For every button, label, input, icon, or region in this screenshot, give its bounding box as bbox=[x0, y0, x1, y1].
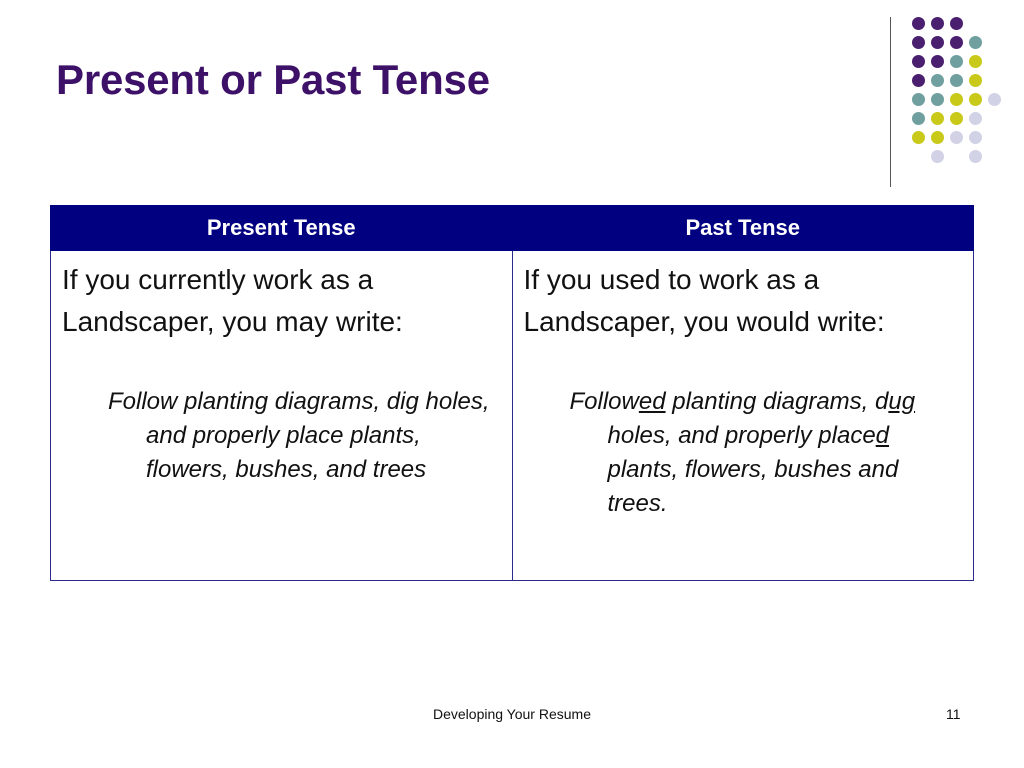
decorative-dot bbox=[931, 150, 944, 163]
decorative-dot bbox=[931, 55, 944, 68]
header-present-tense: Present Tense bbox=[51, 206, 513, 251]
decorative-dot bbox=[950, 112, 963, 125]
decorative-dot bbox=[931, 17, 944, 30]
page-number: 11 bbox=[946, 706, 961, 722]
decorative-dot bbox=[950, 131, 963, 144]
table-row bbox=[51, 251, 974, 581]
decorative-dot bbox=[912, 17, 925, 30]
decorative-dot bbox=[969, 55, 982, 68]
decorative-dot bbox=[931, 131, 944, 144]
decorative-dot bbox=[969, 112, 982, 125]
present-intro-text: If you currently work as a Landscaper, you may write: bbox=[62, 264, 403, 337]
decorative-dot bbox=[912, 112, 925, 125]
decorative-dot bbox=[912, 36, 925, 49]
decorative-dot bbox=[969, 74, 982, 87]
footer-title: Developing Your Resume bbox=[433, 706, 591, 722]
decorative-dot bbox=[950, 93, 963, 106]
decorative-dot bbox=[931, 36, 944, 49]
underlined-suffix: ed bbox=[638, 388, 666, 415]
decorative-dot bbox=[969, 150, 982, 163]
underlined-suffix: d bbox=[875, 422, 890, 449]
past-example-text: Followed planting diagrams, dug holes, and properly placed plants, flowers, bushes and trees. bbox=[569, 388, 916, 517]
decorative-dot bbox=[950, 55, 963, 68]
decorative-dot bbox=[912, 131, 925, 144]
table-header-row bbox=[51, 206, 974, 251]
decorative-dot bbox=[950, 74, 963, 87]
header-past-tense: Past Tense bbox=[512, 206, 974, 251]
decorative-dot bbox=[969, 131, 982, 144]
present-example-text: Follow planting diagrams, dig holes, and properly place plants, flowers, bushes, and trees bbox=[108, 388, 490, 483]
decorative-dot bbox=[931, 74, 944, 87]
tense-comparison-table bbox=[50, 205, 974, 581]
decorative-dot bbox=[912, 93, 925, 106]
decorative-dot bbox=[950, 17, 963, 30]
decorative-dot bbox=[969, 36, 982, 49]
decorative-dot bbox=[988, 93, 1001, 106]
decorative-dot bbox=[969, 93, 982, 106]
underlined-suffix: ug bbox=[888, 388, 916, 415]
decorative-dot bbox=[912, 55, 925, 68]
decorative-dot bbox=[931, 112, 944, 125]
slide-title: Present or Past Tense bbox=[56, 56, 490, 103]
decorative-divider-line bbox=[890, 17, 891, 187]
decorative-dot bbox=[950, 36, 963, 49]
decorative-dot bbox=[912, 74, 925, 87]
past-intro-text: If you used to work as a Landscaper, you would write: bbox=[523, 264, 885, 337]
decorative-dot bbox=[931, 93, 944, 106]
present-tense-cell bbox=[51, 251, 513, 581]
past-tense-cell bbox=[512, 251, 974, 581]
